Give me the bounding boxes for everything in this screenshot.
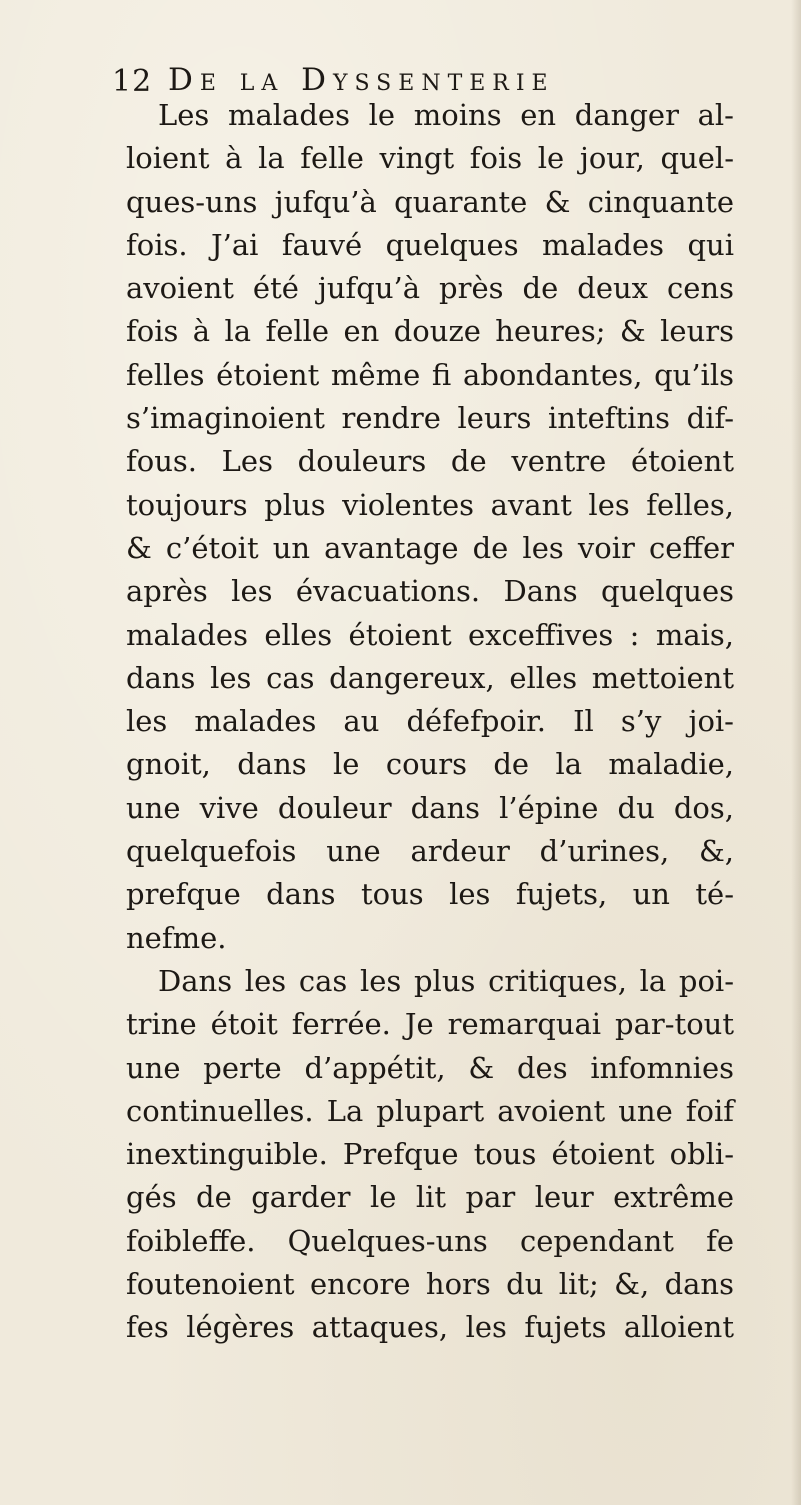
text-line: Dans les cas les plus critiques, la poi-	[158, 963, 734, 998]
text-line: les malades au défefpoir. Il s’y joi-	[126, 704, 734, 739]
text-line: ques-uns jufqu’à quarante & cinquante	[126, 184, 734, 219]
text-line: avoient été jufqu’à près de deux cens	[126, 271, 734, 306]
text-line: & c’étoit un avantage de les voir ceffer	[126, 530, 734, 565]
text-line: fous. Les douleurs de ventre étoient	[126, 444, 734, 479]
text-line: Les malades le moins en danger al-	[158, 98, 734, 132]
page-number: 12	[112, 64, 153, 99]
text-line: s’imaginoient rendre leurs inteftins dif-	[126, 401, 734, 436]
text-line: une vive douleur dans l’épine du dos,	[126, 790, 734, 825]
body-text	[126, 94, 734, 1350]
text-line: loient à la felle vingt fois le jour, quel-	[126, 141, 734, 176]
text-line: fes légères attaques, les fujets alloient	[126, 1310, 734, 1345]
text-line: foutenoient encore hors du lit; &, dans	[126, 1267, 734, 1302]
text-line: trine étoit ferrée. Je remarquai par-tout	[126, 1007, 734, 1042]
page-edge-shadow	[791, 0, 801, 1505]
text-line: gnoit, dans le cours de la maladie,	[126, 747, 734, 782]
text-line: nefme.	[126, 920, 227, 955]
text-line: malades elles étoient exceffives : mais,	[126, 617, 734, 652]
text-line: fois à la felle en douze heures; & leurs	[126, 314, 734, 349]
text-line: après les évacuations. Dans quelques	[126, 574, 734, 609]
text-line: toujours plus violentes avant les felles,	[126, 487, 734, 522]
text-line: dans les cas dangereux, elles mettoient	[126, 660, 734, 695]
text-line: une perte d’appétit, & des infomnies	[126, 1050, 734, 1085]
text-line: foibleffe. Quelques-uns cependant fe	[126, 1223, 734, 1258]
text-line: prefque dans tous les fujets, un té-	[126, 877, 734, 912]
running-title: De la Dyssenterie	[168, 62, 555, 98]
text-line: fois. J’ai fauvé quelques malades qui	[126, 227, 734, 262]
text-line: gés de garder le lit par leur extrême	[126, 1180, 734, 1215]
text-line: continuelles. La plupart avoient une foif	[126, 1093, 734, 1128]
text-line: inextinguible. Prefque tous étoient obli-	[126, 1137, 734, 1172]
text-line: quelquefois une ardeur d’urines, &,	[126, 834, 734, 869]
text-line: felles étoient même fi abondantes, qu’ils	[126, 357, 734, 392]
